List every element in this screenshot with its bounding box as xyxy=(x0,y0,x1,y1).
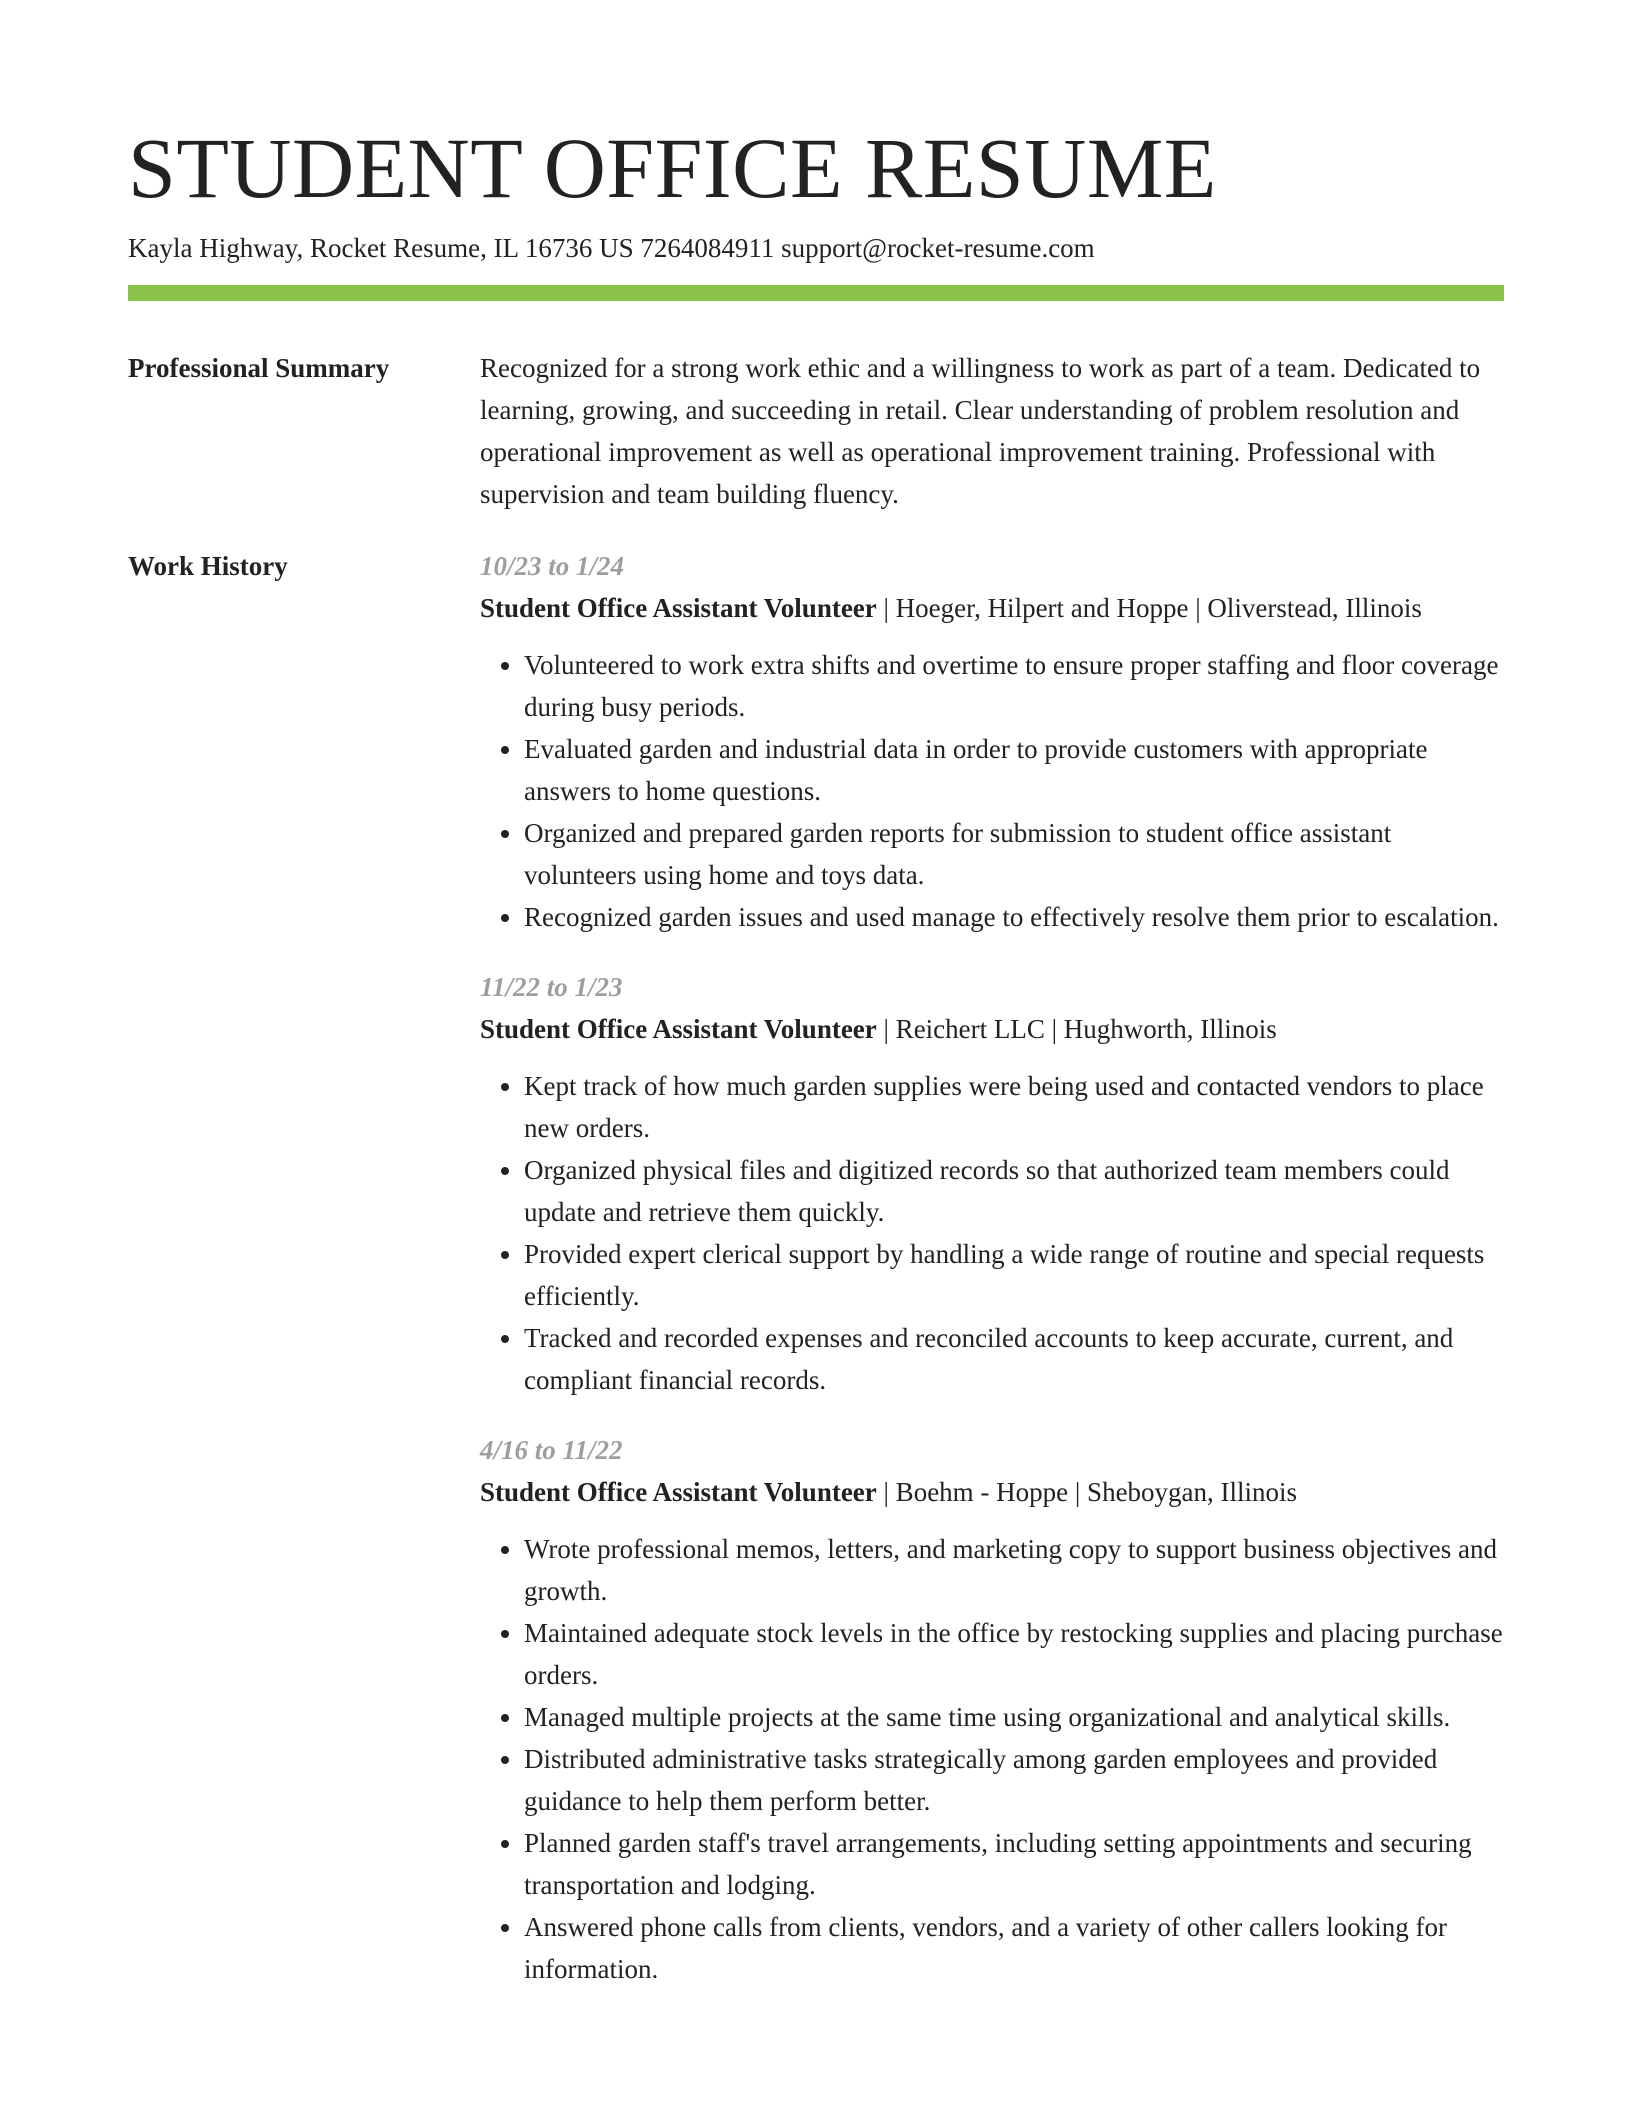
duty-item: • Answered phone calls from clients, vendors, and a variety of other callers looking for information. xyxy=(524,1906,1510,1990)
job-title: Student Office Assistant Volunteer xyxy=(480,1014,877,1044)
duty-item: • Planned garden staff's travel arrangements, including setting appointments and securing transportation and lodging. xyxy=(524,1822,1510,1906)
section-label-work-history: Work History xyxy=(128,551,288,581)
job-heading xyxy=(480,1471,1510,1513)
duty-item: • Wrote professional memos, letters, and marketing copy to support business objectives and growth. xyxy=(524,1528,1510,1612)
duty-item: • Organized and prepared garden reports for submission to student office assistant volunteers using home and toys data. xyxy=(524,812,1510,896)
job-entry xyxy=(480,545,1510,938)
duty-item: • Kept track of how much garden supplies were being used and contacted vendors to place new orders. xyxy=(524,1065,1510,1149)
job-details: | Boehm - Hoppe | Sheboygan, Illinois xyxy=(876,1477,1298,1507)
duty-item: • Managed multiple projects at the same time using organizational and analytical skills. xyxy=(524,1696,1510,1738)
duty-item: • Recognized garden issues and used manage to effectively resolve them prior to escalation. xyxy=(524,896,1510,938)
duty-item: • Evaluated garden and industrial data in order to provide customers with appropriate answers to home questions. xyxy=(524,728,1510,812)
duty-item: • Organized physical files and digitized records so that authorized team members could update and retrieve them quickly. xyxy=(524,1149,1510,1233)
accent-divider xyxy=(128,285,1504,301)
summary-body xyxy=(480,347,1510,515)
job-heading xyxy=(480,587,1510,629)
duty-item: • Volunteered to work extra shifts and overtime to ensure proper staffing and floor coverage during busy periods. xyxy=(524,644,1510,728)
duties-list xyxy=(480,1528,1510,1990)
duty-item: • Tracked and recorded expenses and reconciled accounts to keep accurate, current, and compliant financial records. xyxy=(524,1317,1510,1401)
job-details: | Reichert LLC | Hughworth, Illinois xyxy=(876,1014,1277,1044)
work-history-body xyxy=(480,545,1510,2018)
duty-item: • Maintained adequate stock levels in the office by restocking supplies and placing purchase orders. xyxy=(524,1612,1510,1696)
job-dates: 4/16 to 11/22 xyxy=(480,1435,623,1465)
job-details: | Hoeger, Hilpert and Hoppe | Oliverstead, Illinois xyxy=(876,593,1422,623)
job-title: Student Office Assistant Volunteer xyxy=(480,1477,877,1507)
duties-list xyxy=(480,1065,1510,1401)
duty-item: • Distributed administrative tasks strategically among garden employees and provided guidance to help them perform better. xyxy=(524,1738,1510,1822)
section-label-summary: Professional Summary xyxy=(128,353,390,383)
job-dates: 11/22 to 1/23 xyxy=(480,972,623,1002)
job-entry xyxy=(480,966,1510,1401)
job-dates: 10/23 to 1/24 xyxy=(480,551,625,581)
job-entry xyxy=(480,1429,1510,1990)
duty-item: • Provided expert clerical support by handling a wide range of routine and special requests efficiently. xyxy=(524,1233,1510,1317)
duties-list xyxy=(480,644,1510,938)
summary-text: Recognized for a strong work ethic and a willingness to work as part of a team. Dedicated to learning, growing, and succeeding in retail. Clear understanding of problem resolution and operational improvement as well as operational improvement training. Professional with supervision and team building fluency. xyxy=(480,353,1481,509)
job-heading xyxy=(480,1008,1510,1050)
contact-line: Kayla Highway, Rocket Resume, IL 16736 US 7264084911 support@rocket-resume.com xyxy=(128,233,1095,263)
resume-title: STUDENT OFFICE RESUME xyxy=(128,120,1217,216)
job-title: Student Office Assistant Volunteer xyxy=(480,593,877,623)
